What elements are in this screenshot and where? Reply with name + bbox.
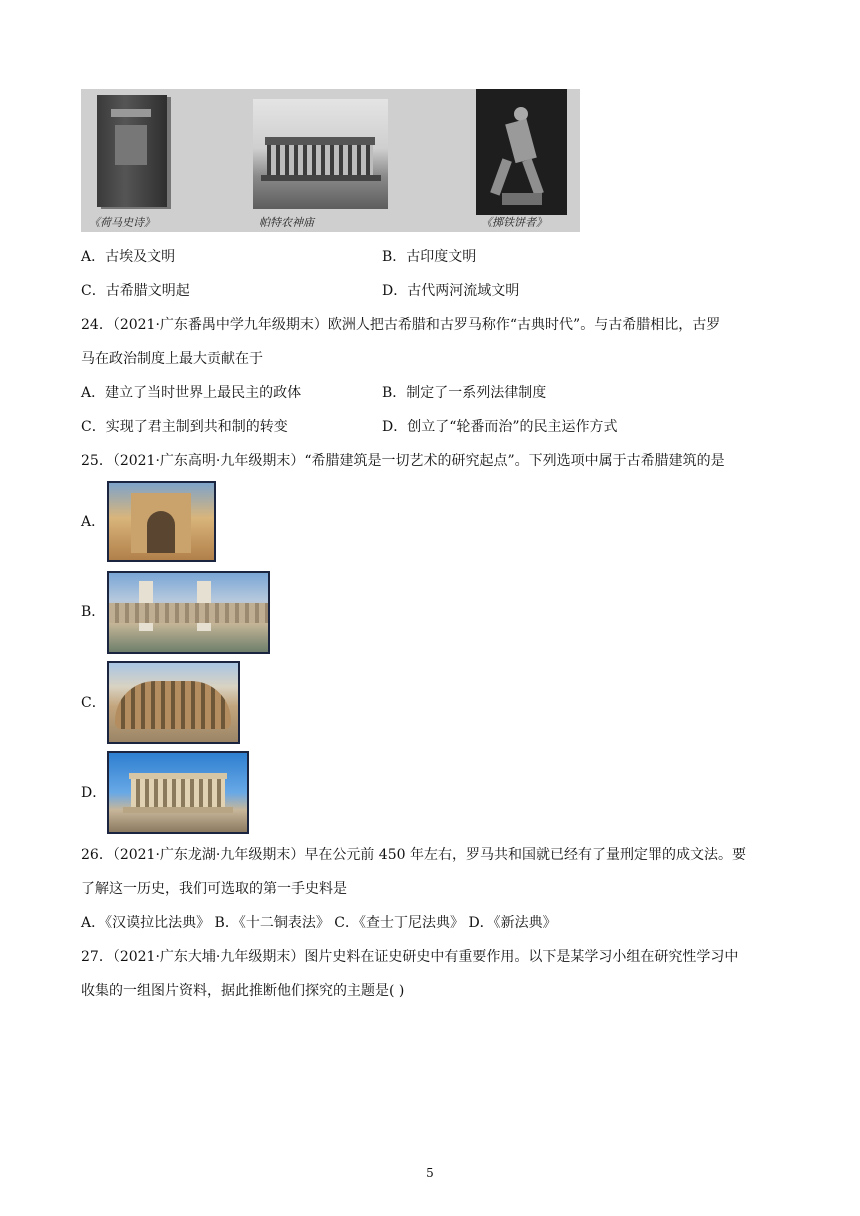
caption-parthenon: 帕特农神庙 [259, 216, 314, 229]
discobolus-statue-photo [476, 89, 567, 215]
q25-stem-line1: 25．（2021·广东高明·九年级期末）“希腊建筑是一切艺术的研究起点”。下列选项中属于古希腊建筑的是 [81, 453, 725, 469]
q24-option-d: D．创立了“轮番而治”的民主运作方式 [382, 419, 618, 435]
caption-discobolus: 《掷铁饼者》 [481, 216, 547, 229]
q26-options: A．《汉谟拉比法典》 B．《十二铜表法》 C．《查士丁尼法典》 D．《新法典》 [81, 915, 557, 931]
page-number: 5 [426, 1166, 434, 1180]
q24-stem-line2: 马在政治制度上最大贡献在于 [81, 351, 263, 367]
q23-option-a: A．古埃及文明 [81, 249, 176, 265]
q25-option-c-colosseum-image [107, 661, 240, 744]
q25-option-b-label: B． [81, 604, 106, 620]
q27-stem-line2: 收集的一组图片资料，据此推断他们探究的主题是( ) [81, 983, 405, 999]
q25-option-d-parthenon-image [107, 751, 249, 834]
q23-option-d: D．古代两河流域文明 [382, 283, 520, 299]
q25-option-a-label: A． [81, 514, 106, 530]
q24-stem-line1: 24．（2021·广东番禺中学九年级期末）欧洲人把古希腊和古罗马称作“古典时代”。与古希腊相比，古罗 [81, 317, 721, 333]
q26-stem-line2: 了解这一历史，我们可选取的第一手史料是 [81, 881, 347, 897]
homer-epic-book-image [97, 95, 167, 207]
q25-option-a-arch-image [107, 481, 216, 562]
q23-option-b: B．古印度文明 [382, 249, 477, 265]
q24-option-b: B．制定了一系列法律制度 [382, 385, 547, 401]
q24-option-c: C．实现了君主制到共和制的转变 [81, 419, 288, 435]
question-image-strip [81, 89, 580, 232]
q25-option-d-label: D． [81, 785, 107, 801]
q23-option-c: C．古希腊文明起 [81, 283, 190, 299]
q27-stem-line1: 27．（2021·广东大埔·九年级期末）图片史料在证史研史中有重要作用。以下是某学习小组在研究性学习中 [81, 949, 739, 965]
parthenon-photo [253, 99, 388, 209]
q26-stem-line1: 26．（2021·广东龙湖·九年级期末）早在公元前 450 年左右，罗马共和国就已经有了量刑定罪的成文法。要 [81, 847, 746, 863]
q24-option-a: A．建立了当时世界上最民主的政体 [81, 385, 302, 401]
q25-option-b-rome-square-image [107, 571, 270, 654]
q25-option-c-label: C． [81, 695, 106, 711]
caption-homer-epic: 《荷马史诗》 [89, 216, 155, 229]
